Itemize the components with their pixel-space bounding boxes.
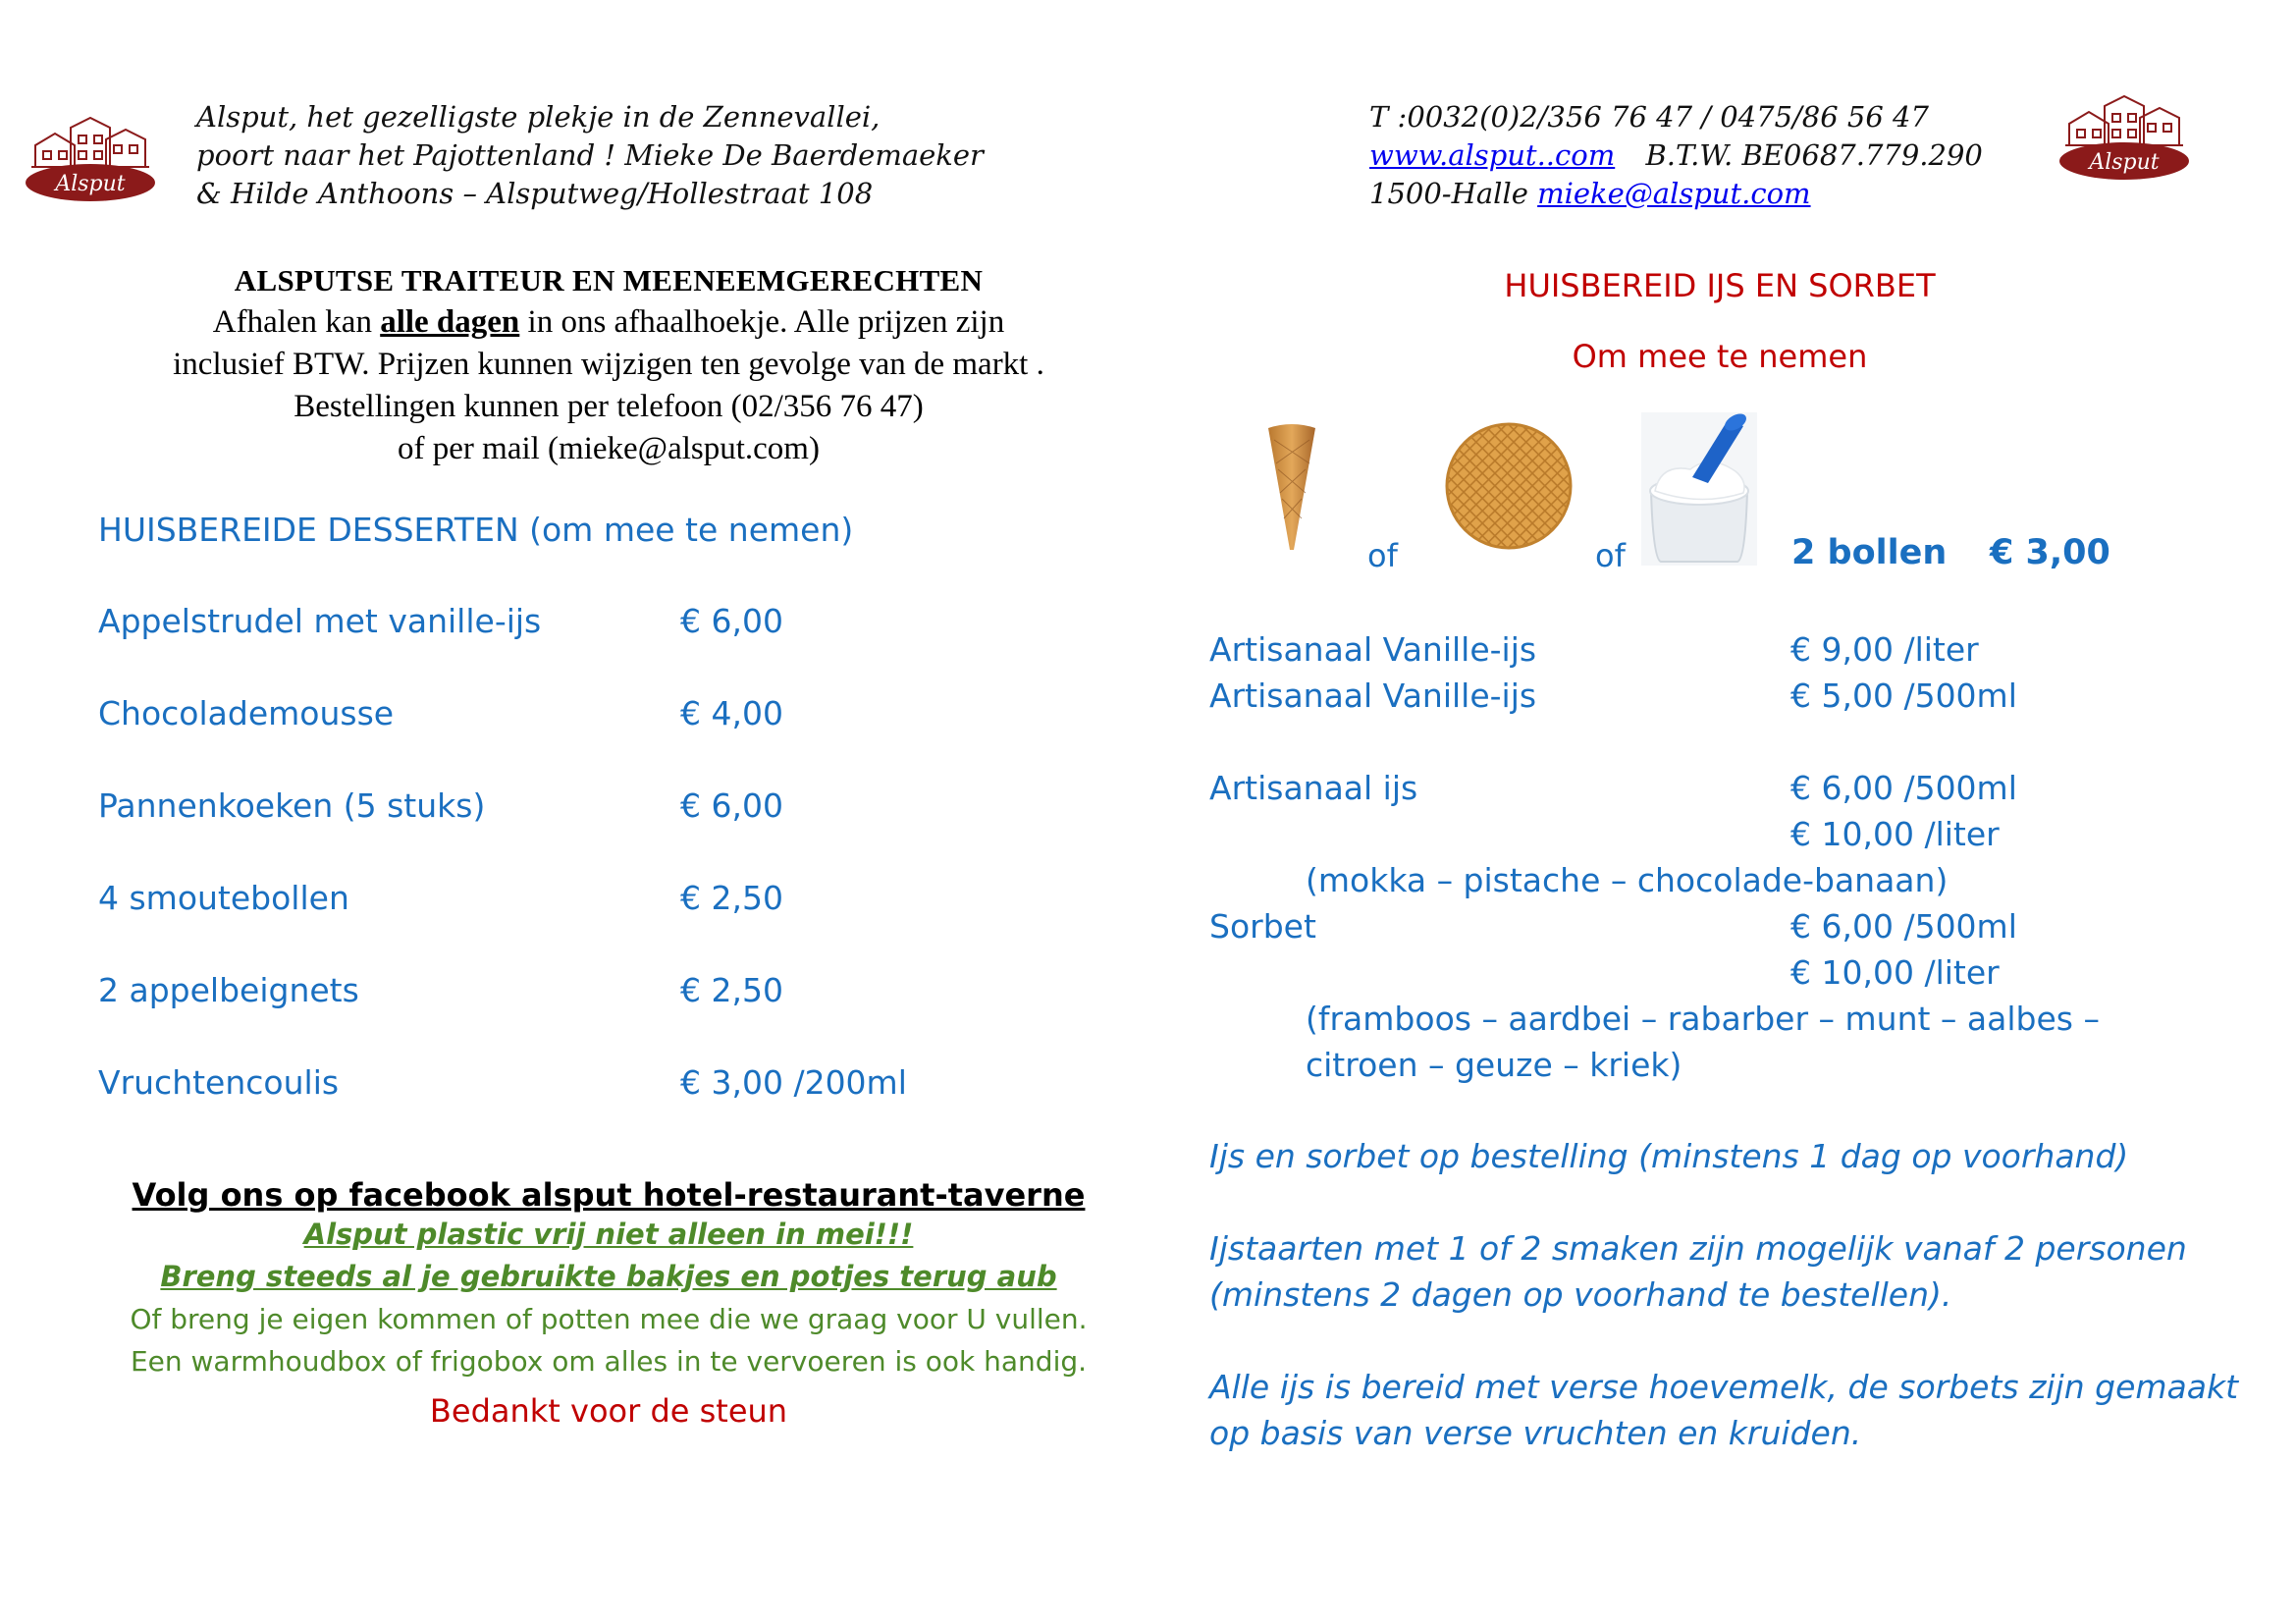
sorbet-flavors-2: citroen – geuze – kriek) [1306,1046,1682,1084]
header-web-line [1369,136,1983,175]
sorbet-flavors-1: (framboos – aardbei – rabarber – munt – aalbes – [1306,1000,2100,1038]
header-city-line [1369,175,1983,213]
header-contact [1369,98,1983,213]
desserts-heading: HUISBEREIDE DESSERTEN (om mee te nemen) [98,511,854,549]
ice-row: Artisanaal ijs € 6,00 /500ml [1209,769,2017,807]
icecake-note-2: (minstens 2 dagen op voorhand te bestellen). [1209,1275,1952,1314]
ice-cup-icon [1641,412,1757,566]
dessert-row: Pannenkoeken (5 stuks) € 6,00 [98,786,783,825]
ingredients-note-1: Alle ijs is bereid met verse hoevemelk, de sorbets zijn gemaakt [1209,1368,2239,1406]
bring-back-line: Breng steeds al je gebruikte bakjes en potjes terug aub [160,1260,1057,1293]
scoops-label: 2 bollen [1791,533,1948,572]
website-link[interactable]: www.alsput..com [1369,138,1616,172]
intro-title: ALSPUTSE TRAITEUR EN MEENEEMGERECHTEN [234,263,984,298]
intro-line-2: inclusief BTW. Prijzen kunnen wijzigen ten gevolge van de markt . [173,347,1044,382]
alsput-logo-right [2056,84,2193,173]
alsput-logo-left [22,106,159,194]
facebook-line[interactable]: Volg ons op facebook alsput hotel-restaurant-taverne [132,1176,1086,1214]
dessert-row: 4 smoutebollen € 2,50 [98,879,783,917]
of-label-2: of [1595,537,1626,574]
ice-row: Artisanaal Vanille-ijs € 5,00 /500ml [1209,677,2017,715]
ice-subheading: Om mee te nemen [1572,338,1868,375]
icecake-note-1: Ijstaarten met 1 of 2 smaken zijn mogelijk vanaf 2 personen [1209,1229,2187,1268]
order-note: Ijs en sorbet op bestelling (minstens 1 dag op voorhand) [1209,1137,2129,1175]
svg-text:Alsput: Alsput [55,172,126,196]
intro-line-4: of per mail (mieke@alsput.com) [398,431,820,466]
header-city: 1500-Halle [1369,177,1528,210]
header-phone: T :0032(0)2/356 76 47 / 0475/86 56 47 [1369,100,1929,134]
scoops-price: € 3,00 [1990,533,2110,572]
intro-line-1: Afhalen kan alle dagen in ons afhaalhoekje. Alle prijzen zijn [212,304,1005,340]
dessert-row: 2 appelbeignets € 2,50 [98,971,783,1009]
plastic-free-line: Alsput plastic vrij niet alleen in mei!!! [303,1218,914,1251]
ice-flavors: (mokka – pistache – chocolade-banaan) [1306,861,1949,899]
dessert-row: Chocolademousse € 4,00 [98,694,783,732]
thanks-line: Bedankt voor de steun [429,1392,788,1430]
own-containers-line: Of breng je eigen kommen of potten mee die we graag voor U vullen. [130,1303,1088,1335]
email-link[interactable]: mieke@alsput.com [1537,177,1811,210]
ice-row: Sorbet € 6,00 /500ml [1209,907,2017,946]
header-line-3: & Hilde Anthoons – Alsputweg/Hollestraat 108 [196,177,874,210]
coolbox-line: Een warmhoudbox of frigobox om alles in te vervoeren is ook handig. [130,1345,1088,1378]
header-address [196,98,984,213]
dessert-row: Vruchtencoulis € 3,00 /200ml [98,1063,907,1102]
intro-bold: alle dagen [380,304,520,340]
header-line-1: Alsput, het gezelligste plekje in de Zennevallei, [196,100,881,134]
cone-icon [1266,420,1317,553]
header-line-2: poort naar het Pajottenland ! Mieke De Baerdemaeker [196,138,984,172]
wafer-icon [1445,422,1573,550]
intro-block [98,259,1119,470]
dessert-row: Appelstrudel met vanille-ijs € 6,00 [98,602,783,640]
of-label-1: of [1367,537,1398,574]
ingredients-note-2: op basis van verse vruchten en kruiden. [1209,1414,1862,1452]
intro-line-3: Bestellingen kunnen per telefoon (02/356 76 47) [294,389,924,424]
vat-number: B.T.W. BE0687.779.290 [1645,138,1983,172]
ice-heading: HUISBEREID IJS EN SORBET [1504,267,1936,304]
svg-text:Alsput: Alsput [2089,150,2160,175]
ice-row: Artisanaal Vanille-ijs € 9,00 /liter [1209,630,1979,669]
